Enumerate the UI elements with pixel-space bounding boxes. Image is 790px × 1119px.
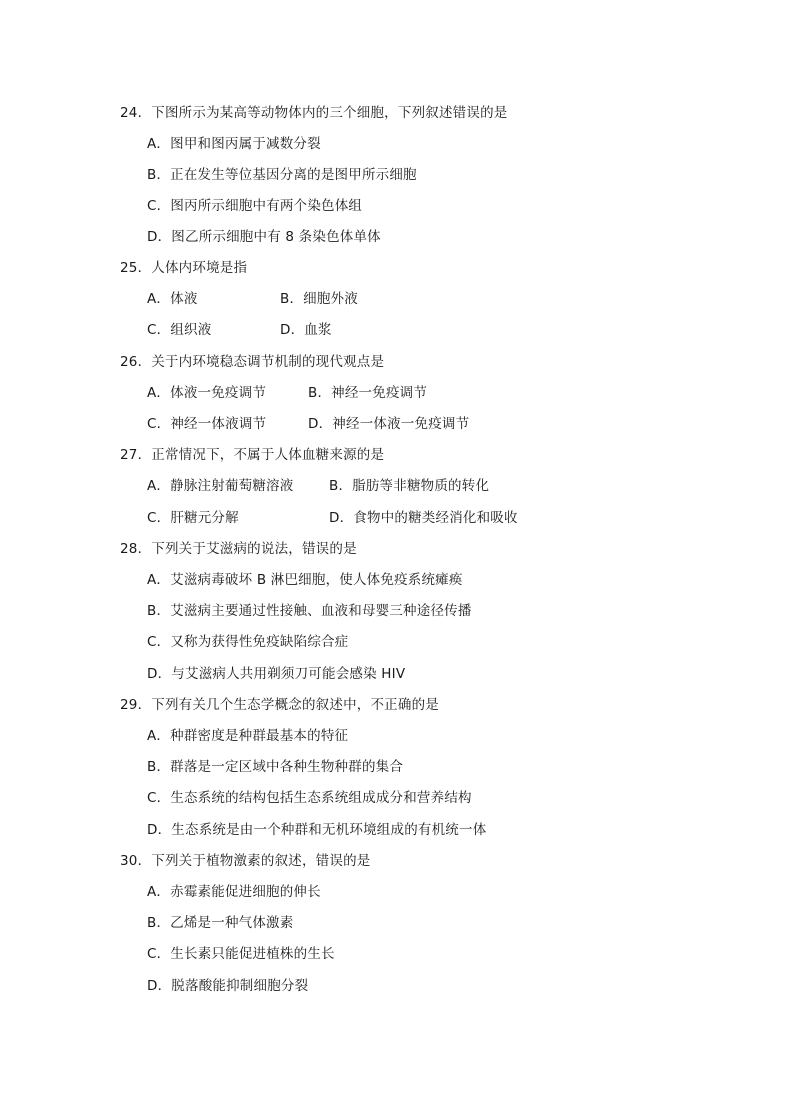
question-27-option-b: B．脂肪等非糖物质的转化 [329, 478, 490, 494]
question-25-option-c: C．组织液 [147, 322, 212, 338]
question-24-option-d: D．图乙所示细胞中有 8 条染色体单体 [147, 229, 381, 245]
question-28-option-c: C．又称为获得性免疫缺陷综合症 [147, 634, 349, 650]
question-27-option-d: D．食物中的糖类经消化和吸收 [329, 510, 518, 526]
question-28-option-a: A．艾滋病毒破坏 B 淋巴细胞，使人体免疫系统瘫痪 [147, 572, 463, 588]
question-28-stem: 28．下列关于艾滋病的说法，错误的是 [120, 541, 357, 557]
question-28-option-b: B．艾滋病主要通过性接触、血液和母婴三种途径传播 [147, 603, 472, 619]
question-25-stem: 25．人体内环境是指 [120, 260, 248, 276]
question-27-stem: 27．正常情况下，不属于人体血糖来源的是 [120, 447, 385, 463]
question-27-option-a: A．静脉注射葡萄糖溶液 [147, 478, 294, 494]
question-26-stem: 26．关于内环境稳态调节机制的现代观点是 [120, 354, 385, 370]
question-24-option-c: C．图丙所示细胞中有两个染色体组 [147, 198, 363, 214]
question-29-option-d: D．生态系统是由一个种群和无机环境组成的有机统一体 [147, 822, 487, 838]
question-24-option-b: B．正在发生等位基因分离的是图甲所示细胞 [147, 167, 417, 183]
question-26-option-b: B．神经一免疫调节 [308, 385, 428, 401]
question-29-option-b: B．群落是一定区域中各种生物种群的集合 [147, 759, 404, 775]
question-24-option-a: A．图甲和图丙属于减数分裂 [147, 136, 321, 152]
question-29-option-a: A．种群密度是种群最基本的特征 [147, 728, 349, 744]
question-29-option-c: C．生态系统的结构包括生态系统组成成分和营养结构 [147, 790, 472, 806]
question-30-option-c: C．生长素只能促进植株的生长 [147, 946, 335, 962]
question-30-option-d: D．脱落酸能抑制细胞分裂 [147, 978, 309, 994]
question-25-option-a: A．体液 [147, 291, 198, 307]
question-28-option-d: D．与艾滋病人共用剃须刀可能会感染 HIV [147, 666, 406, 682]
question-30-option-a: A．赤霉素能促进细胞的伸长 [147, 884, 321, 900]
question-30-stem: 30．下列关于植物激素的叙述，错误的是 [120, 853, 371, 869]
question-26-option-a: A．体液一免疫调节 [147, 385, 267, 401]
question-24-stem: 24．下图所示为某高等动物体内的三个细胞，下列叙述错误的是 [120, 105, 508, 121]
question-30-option-b: B．乙烯是一种气体激素 [147, 915, 294, 931]
question-25-option-b: B．细胞外液 [280, 291, 358, 307]
question-27-option-c: C．肝糖元分解 [147, 510, 239, 526]
question-29-stem: 29．下列有关几个生态学概念的叙述中，不正确的是 [120, 697, 439, 713]
question-26-option-c: C．神经一体液调节 [147, 416, 267, 432]
question-25-option-d: D．血浆 [280, 322, 332, 338]
question-26-option-d: D．神经一体液一免疫调节 [308, 416, 470, 432]
